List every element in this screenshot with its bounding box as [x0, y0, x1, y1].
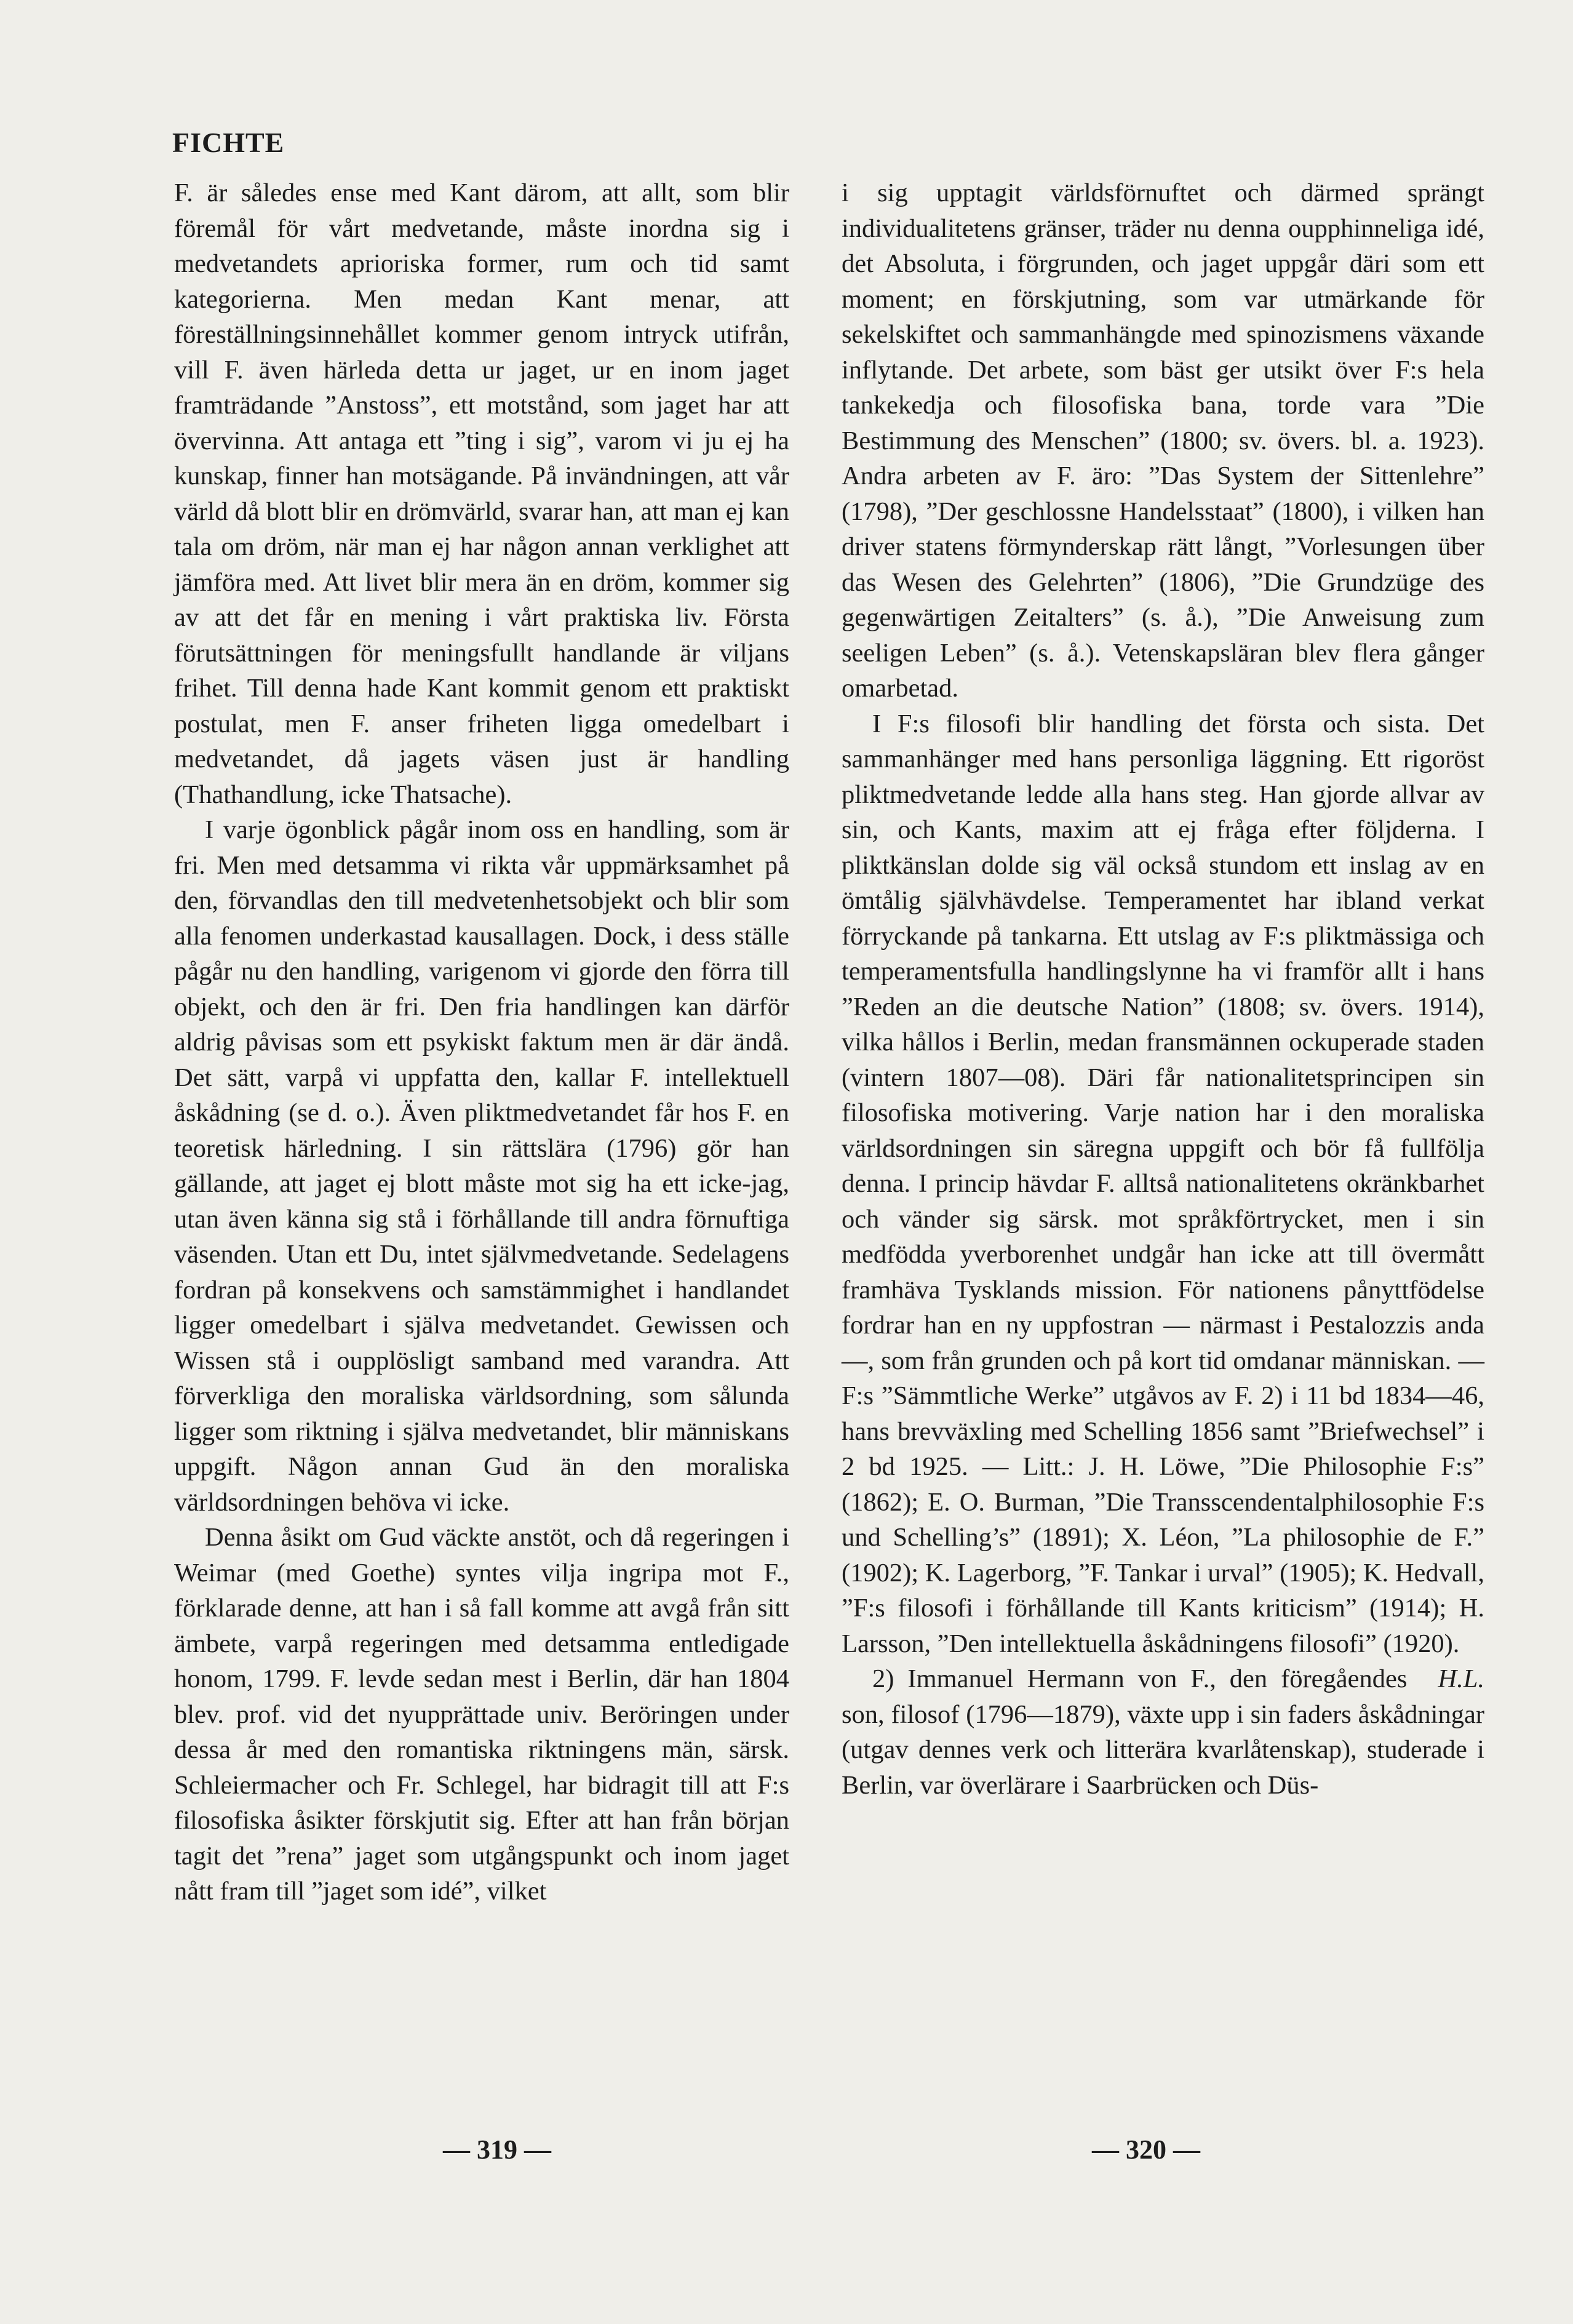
left-column [174, 175, 789, 1909]
page-number-right: — 320 — [1092, 2134, 1200, 2165]
author-signature: H.L. [1438, 1664, 1484, 1693]
paragraph: Denna åsikt om Gud väckte anstöt, och då regeringen i Weimar (med Goethe) syntes vilja ingripa mot F., förklarade denne, att han i så fall komme att avgå från sitt ämbete, varpå regeringen med detsamma entledigade honom, 1799. F. levde sedan mest i Berlin, där han 1804 blev. prof. vid det nyupprättade univ. Beröringen under dessa år med den romantiska riktningens män, särsk. Schleiermacher och Fr. Schlegel, har bidragit till att F:s filosofiska åsikter förskjutit sig. Efter att han från början tagit det ”rena” jaget som utgångspunkt och inom jaget nått fram till ”jaget som idé”, vilket [174, 1523, 789, 1906]
paragraph [842, 706, 1484, 1693]
paragraph: F. är således ense med Kant därom, att allt, som blir föremål för vårt medvetande, måste inordna sig i medvetandets aprioriska former, rum och tid samt kategorierna. Men medan Kant menar, att föreställningsinnehållet kommer genom intryck utifrån, vill F. även härleda detta ur jaget, ur en inom jaget framträdande ”Anstoss”, ett motstånd, som jaget har att övervinna. Att antaga ett ”ting i sig”, varom vi ju ej ha kunskap, finner han motsägande. På invändningen, att vår värld då blott blir en drömvärld, svarar han, att man ej kan tala om dröm, när man ej har någon annan verklighet att jämföra med. Att livet blir mera än en dröm, kommer sig av att det får en mening i vårt praktiska liv. Första förutsättningen för meningsfullt handlande är viljans frihet. Till denna hade Kant kommit genom ett praktiskt postulat, men F. anser friheten ligga omedelbart i medvetandet, då jagets väsen just är handling (Thathandlung, icke Thatsache). [174, 178, 789, 809]
paragraph-text: I F:s filosofi blir handling det första och sista. Det sammanhänger med hans personliga läggning. Ett rigoröst pliktmedvetande ledde alla hans steg. Han gjorde allvar av sin, och Kants, maxim att ej fråga efter följderna. I pliktkänslan dolde sig väl också stundom ett inslag av en ömtålig självhävdelse. Temperamentet har ibland verkat förryckande på tankarna. Ett utslag av F:s pliktmässiga och temperamentsfulla handlingslynne ha vi framför allt i hans ”Reden an die deutsche Nation” (1808; sv. övers. 1914), vilka hållos i Berlin, medan fransmännen ockuperade staden (vintern 1807—08). Däri får nationalitetsprincipen sin filosofiska motivering. Varje nation har i den moraliska världsordningen sin säregna uppgift och bör få fullfölja denna. I princip hävdar F. alltså nationalitetens okränkbarhet och vänder sig särsk. mot språkförtrycket, men i sin medfödda yverborenhet undgår han icke att till övermått framhäva Tysklands mission. För nationens pånyttfödelse fordrar han en ny uppfostran — närmast i Pestalozzis anda —, som från grunden och på kort tid omdanar människan. — F:s ”Sämmtliche Werke” utgåvos av F. 2) i 11 bd 1834—46, hans brevväxling med Schelling 1856 samt ”Briefwechsel” i 2 bd 1925. — Litt.: J. H. Löwe, ”Die Philosophie F:s” (1862); E. O. Burman, ”Die Transscendentalphilosophie F:s und Schelling’s” (1891); X. Léon, ”La philosophie de F.” (1902); K. Lagerborg, ”F. Tankar i urval” (1905); K. Hedvall, ”F:s filosofi i förhållande till Kants kriticism” (1914); H. Larsson, ”Den intellektuella åskådningens filosofi” (1920). [842, 709, 1484, 1658]
paragraph: I varje ögonblick pågår inom oss en handling, som är fri. Men med detsamma vi rikta vår uppmärksamhet på den, förvandlas den till medvetenhetsobjekt och blir som alla fenomen underkastad kausallagen. Dock, i dess ställe pågår nu den handling, varigenom vi gjorde den förra till objekt, och den är fri. Den fria handlingen kan därför aldrig påvisas som ett psykiskt faktum men är där ändå. Det sätt, varpå vi uppfatta den, kallar F. intellektuell åskådning (se d. o.). Även pliktmedvetandet får hos F. en teoretisk härledning. I sin rättslära (1796) gör han gällande, att jaget ej blott måste mot sig ha ett icke-jag, utan även känna sig stå i förhållande till andra förnuftiga väsenden. Utan ett Du, intet självmedvetande. Sedelagens fordran på konsekvens och samstämmighet i handlandet ligger omedelbart i själva medvetandet. Gewissen och Wissen stå i oupplösligt samband med varandra. Att förverkliga den moraliska världsordning, som sålunda ligger som riktning i själva medvetandet, blir människans uppgift. Någon annan Gud än den moraliska världsordningen behöva vi icke. [174, 815, 789, 1517]
right-column [842, 175, 1484, 1803]
running-header: FICHTE [172, 127, 285, 158]
paragraph: 2) Immanuel Hermann von F., den föregåendes son, filosof (1796—1879), växte upp i sin faders åskådningar (utgav dennes verk och litterära kvarlåtenskap), studerade i Berlin, var överlärare i Saarbrücken och Düs- [842, 1664, 1484, 1800]
paragraph: i sig upptagit världsförnuftet och därmed sprängt individualitetens gränser, träder nu denna oupphinneliga idé, det Absoluta, i förgrunden, och jaget uppgår däri som ett moment; en förskjutning, som var utmärkande för sekelskiftet och sammanhängde med spinozismens växande inflytande. Det arbete, som bäst ger utsikt över F:s hela tankekedja och filosofiska bana, torde vara ”Die Bestimmung des Menschen” (1800; sv. övers. bl. a. 1923). Andra arbeten av F. äro: ”Das System der Sittenlehre” (1798), ”Der geschlossne Handelsstaat” (1800), i vilken han driver statens förmynderskap rätt långt, ”Vorlesungen über das Wesen des Gelehrten” (1806), ”Die Grundzüge des gegenwärtigen Zeitalters” (s. å.), ”Die Anweisung zum seeligen Leben” (s. å.). Vetenskapsläran blev flera gånger omarbetad. [842, 178, 1484, 703]
page-number-left: — 319 — [443, 2134, 551, 2165]
